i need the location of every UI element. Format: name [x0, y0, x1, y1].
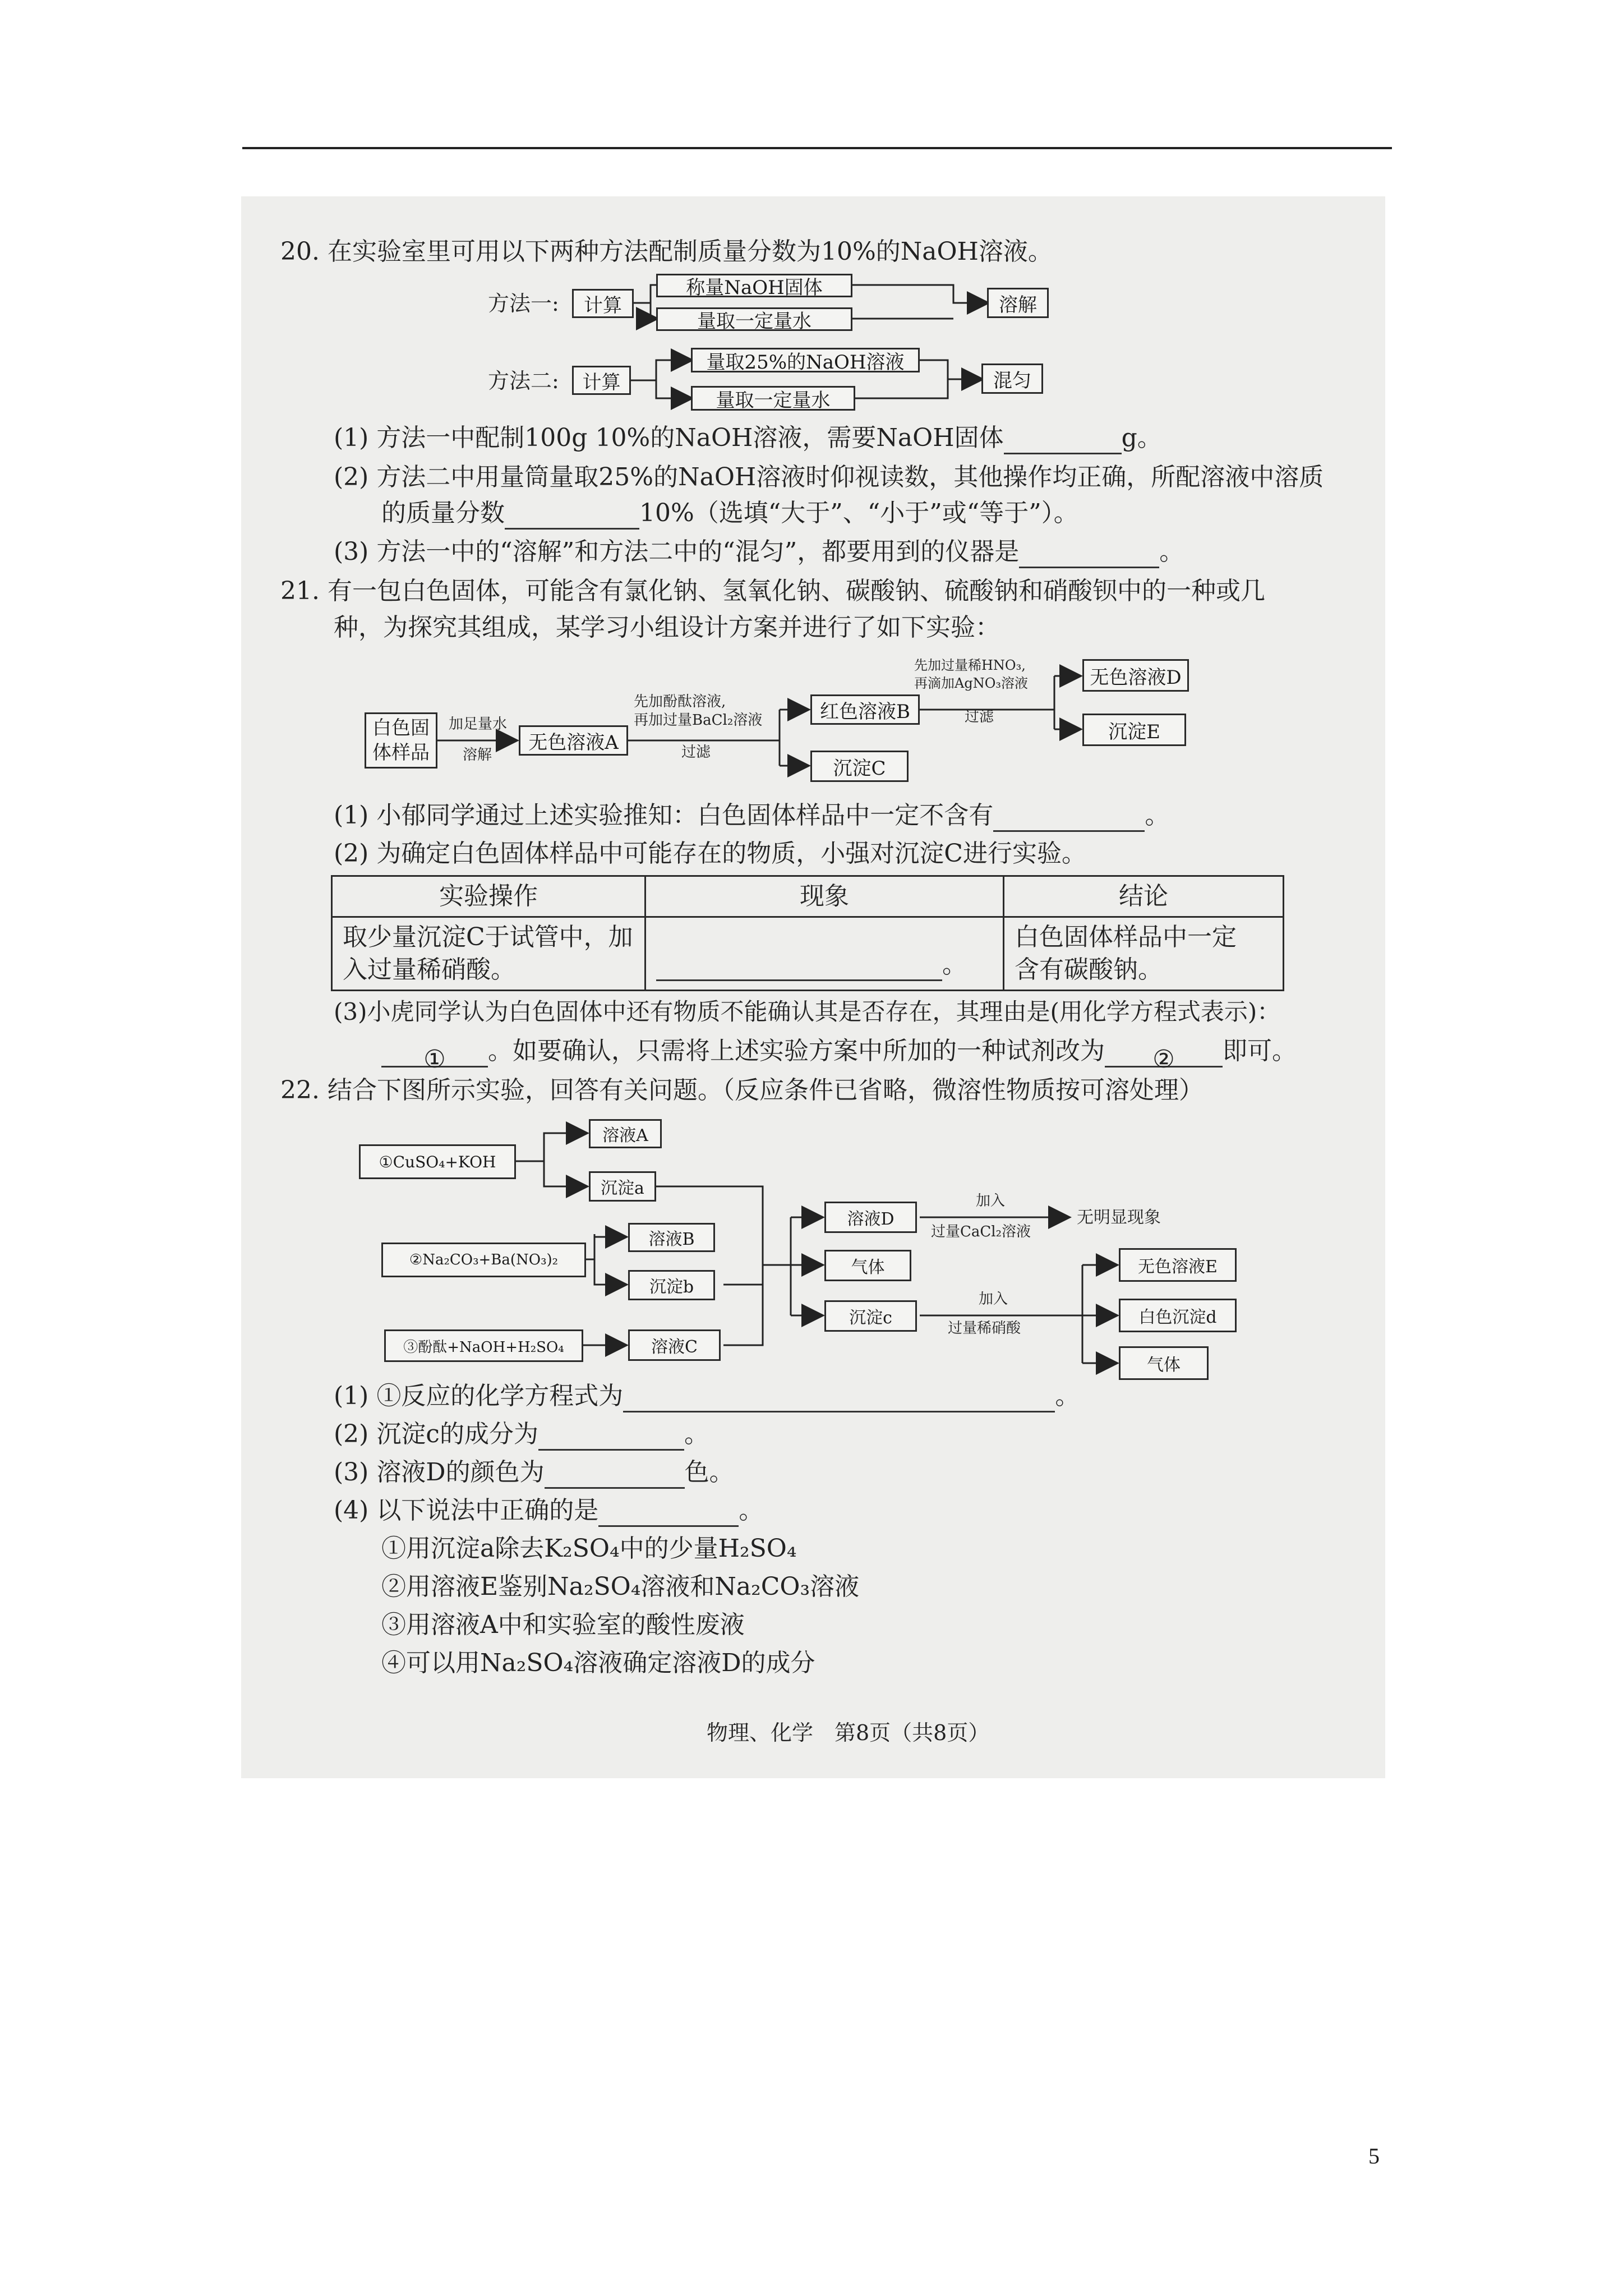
table-header-conclusion: 结论	[1004, 876, 1284, 917]
q21-solB-box: 红色溶液B	[810, 694, 920, 725]
q22-precC-box: 沉淀c	[824, 1300, 917, 1332]
q20-m1-calc-box: 计算	[572, 289, 634, 318]
q20-method1-label: 方法一:	[488, 291, 559, 316]
q22-solC-box: 溶液C	[628, 1329, 721, 1361]
q20-m1-dissolve-box: 溶解	[987, 288, 1049, 318]
q22-solB-box: 溶液B	[628, 1223, 715, 1252]
q21-part2: (2) 为确定白色固体样品中可能存在的物质，小强对沉淀C进行实验。	[334, 839, 1086, 868]
q21-solD-box: 无色溶液D	[1082, 659, 1189, 692]
conclusion-line1: 白色固体样品中一定	[1015, 923, 1237, 951]
q22-add1-bot: 过量CaCl₂溶液	[931, 1223, 1031, 1240]
q20-title: 20. 在实验室里可用以下两种方法配制质量分数为10%的NaOH溶液。	[280, 237, 1053, 266]
table-cell-conclusion	[1004, 917, 1284, 991]
q22-precD-box: 白色沉淀d	[1119, 1299, 1237, 1332]
exam-footer: 物理、化学 第8页（共8页）	[707, 1720, 990, 1745]
table-cell-phenomenon	[645, 917, 1004, 991]
q21-part3-line2: ① 。如要确认，只需将上述实验方案中所加的一种试剂改为 ② 即可。	[381, 1035, 1297, 1068]
conclusion-line2: 含有碳酸钠。	[1015, 955, 1163, 984]
q22-reaction3-box: ③酚酞+NaOH+H₂SO₄	[384, 1329, 583, 1362]
q21-step1-top: 加足量水	[449, 716, 508, 733]
q20-part3: (3) 方法一中的“溶解”和方法二中的“混匀”，都要用到的仪器是 。	[334, 536, 1184, 568]
q22-option2: ②用溶液E鉴别Na₂SO₄溶液和Na₂CO₃溶液	[381, 1572, 860, 1601]
q22-option4: ④可以用Na₂SO₄溶液确定溶液D的成分	[381, 1649, 815, 1677]
q22-gas1-box: 气体	[824, 1250, 911, 1281]
q22-option3: ③用溶液A中和实验室的酸性废液	[381, 1611, 745, 1639]
q21-step3-top2: 再滴加AgNO₃溶液	[914, 675, 1028, 691]
q22-reaction1-box: ①CuSO₄+KOH	[359, 1144, 516, 1179]
q21-step1-bot: 溶解	[463, 747, 492, 763]
q21-step2-bot: 过滤	[681, 744, 711, 761]
table-row	[332, 917, 1284, 991]
q22-no-phenomenon: 无明显现象	[1077, 1208, 1161, 1227]
q22-precB-box: 沉淀b	[628, 1270, 715, 1300]
q20-method2-label: 方法二:	[488, 369, 559, 393]
q20-m2-measure-box: 量取25%的NaOH溶液	[691, 348, 920, 372]
q22-solE-box: 无色溶液E	[1119, 1248, 1237, 1282]
q21-step2-top2: 再加过量BaCl₂溶液	[634, 712, 763, 729]
table-header-operation: 实验操作	[332, 876, 645, 917]
q22-add2-top: 加入	[979, 1291, 1008, 1308]
table-cell-operation	[332, 917, 645, 991]
q21-precE-box: 沉淀E	[1082, 714, 1186, 746]
phenomenon-answer-line: 。	[656, 926, 993, 981]
q21-solA-box: 无色溶液A	[519, 725, 628, 756]
table-header-row	[332, 876, 1284, 917]
q21-part1: (1) 小郁同学通过上述实验推知：白色固体样品中一定不含有 。	[334, 799, 1169, 832]
q22-add1-top: 加入	[976, 1193, 1006, 1209]
q22-part3: (3) 溶液D的颜色为 色。	[334, 1456, 734, 1489]
page-number: 5	[1368, 2143, 1380, 2169]
q22-solA-box: 溶液A	[589, 1119, 662, 1148]
q21-step2-top1: 先加酚酞溶液,	[634, 693, 726, 710]
operation-line1: 取少量沉淀C于试管中，加	[343, 923, 633, 951]
q20-m1-water-box: 量取一定量水	[656, 307, 852, 331]
q21-part3-line1: (3)小虎同学认为白色固体中还有物质不能确认其是否存在，其理由是(用化学方程式表示)：	[334, 998, 1281, 1025]
q21-step3-bot: 过滤	[965, 708, 994, 725]
q20-m2-calc-box: 计算	[572, 366, 631, 395]
q22-part4: (4) 以下说法中正确的是 。	[334, 1494, 763, 1527]
q20-part2-line1: (2) 方法二中用量筒量取25%的NaOH溶液时仰视读数，其他操作均正确，所配溶液中溶质	[334, 463, 1324, 491]
q22-title: 22. 结合下图所示实验，回答有关问题。（反应条件已省略，微溶性物质按可溶处理）	[280, 1076, 1204, 1105]
q20-part2-line2: 的质量分数 10%（选填“大于”、“小于”或“等于”）。	[381, 497, 1078, 530]
q21-sample-box: 白色固体样品	[365, 712, 437, 769]
q21-experiment-table	[331, 875, 1284, 991]
q22-gas2-box: 气体	[1119, 1346, 1209, 1380]
q21-precC-box: 沉淀C	[810, 751, 909, 782]
q20-m2-water-box: 量取一定量水	[691, 386, 855, 411]
q21-title-line2: 种，为探究其组成，某学习小组设计方案并进行了如下实验：	[334, 613, 1000, 642]
q21-title-line1: 21. 有一包白色固体，可能含有氯化钠、氢氧化钠、碳酸钠、硫酸钠和硝酸钡中的一种或几	[280, 577, 1265, 605]
q22-reaction2-box: ②Na₂CO₃+Ba(NO₃)₂	[381, 1243, 586, 1277]
q20-m2-mix-box: 混匀	[981, 364, 1043, 394]
q22-option1: ①用沉淀a除去K₂SO₄中的少量H₂SO₄	[381, 1534, 797, 1563]
table-header-phenomenon: 现象	[645, 876, 1004, 917]
q22-part2: (2) 沉淀c的成分为 。	[334, 1418, 709, 1451]
q21-step3-top1: 先加过量稀HNO₃,	[914, 657, 1026, 673]
q22-add2-bot: 过量稀硝酸	[948, 1320, 1021, 1337]
q20-m1-weigh-box: 称量NaOH固体	[656, 274, 852, 297]
q22-part1: (1) ①反应的化学方程式为 。	[334, 1380, 1080, 1412]
operation-line2: 入过量稀硝酸。	[343, 955, 515, 984]
q20-part1: (1) 方法一中配制100g 10%的NaOH溶液，需要NaOH固体 g。	[334, 422, 1162, 454]
q22-precA-box: 沉淀a	[589, 1171, 656, 1202]
q22-solD-box: 溶液D	[824, 1202, 917, 1233]
